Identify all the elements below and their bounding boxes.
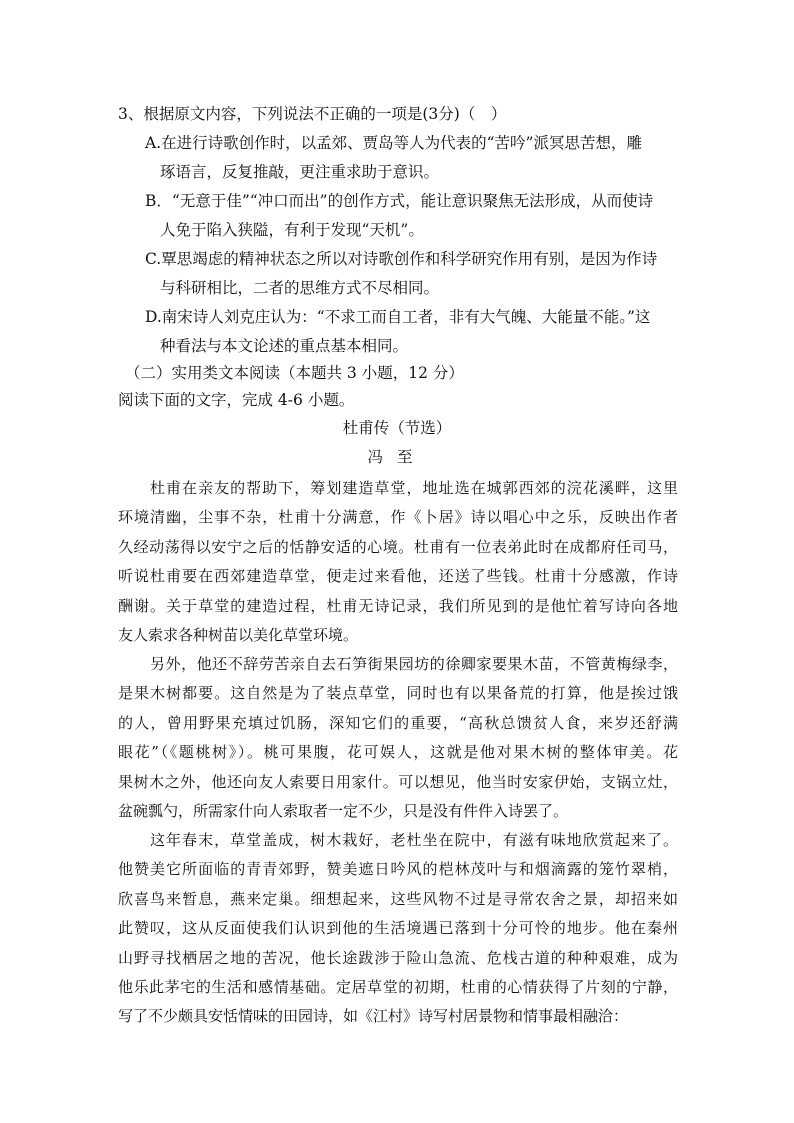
paragraph-line: 环境清幽，尘事不杂，杜甫十分满意，作《卜居》诗以唱心中之乐，反映出作者 bbox=[118, 508, 678, 527]
paragraph-line: 他乐此茅宅的生活和感情基础。定居草堂的初期，杜甫的心情获得了片刻的宁静， bbox=[118, 978, 678, 997]
paragraph-line: 山野寻找栖居之地的苦况，他长途跋涉于险山急流、危栈古道的种种艰难，成为 bbox=[118, 948, 678, 967]
option-a-line-1: A.在进行诗歌创作时，以孟郊、贾岛等人为代表的“苦吟”派冥思苦想，雕 bbox=[145, 134, 642, 152]
paragraph-2 bbox=[118, 650, 678, 826]
paragraph-line: 另外，他还不辞劳苦亲自去石笋街果园坊的徐卿家要果木苗，不管黄梅绿李， bbox=[150, 655, 678, 673]
option-c-line-1: C.覃思竭虑的精神状态之所以对诗歌创作和科学研究作用有别，是因为作诗 bbox=[145, 250, 658, 268]
option-b-line-1: B．“无意于佳”“冲口而出”的创作方式，能让意识聚焦无法形成，从而使诗 bbox=[145, 192, 654, 210]
section-heading: （二）实用类文本阅读（本题共 3 小题，12 分） bbox=[125, 364, 464, 382]
paragraph-line: 此赞叹，这从反面使我们认识到他的生活境遇已落到十分可怜的地步。他在秦州 bbox=[118, 919, 678, 938]
paragraph-line: 他赞美它所面临的青青郊野，赞美遮日吟风的桤林茂叶与和烟滴露的笼竹翠梢， bbox=[118, 860, 678, 879]
option-b-line-2: 人免于陷入狭隘，有利于发现“天机”。 bbox=[160, 221, 424, 239]
paragraph-line: 眼花”（《题桃树》）。桃可果腹，花可娱人，这就是他对果木树的整体审美。花 bbox=[118, 743, 678, 762]
paragraph-3 bbox=[118, 826, 678, 1032]
paragraph-line: 友人索求各种树苗以美化草堂环境。 bbox=[118, 626, 359, 645]
paragraph-line: 酬谢。关于草堂的建造过程，杜甫无诗记录，我们所见到的是他忙着写诗向各地 bbox=[118, 596, 678, 615]
paragraph-line: 是果木树都要。这自然是为了装点草堂，同时也有以果备荒的打算，他是挨过饿 bbox=[118, 684, 678, 703]
article-author: 冯至 bbox=[367, 448, 427, 466]
reading-instruction: 阅读下面的文字，完成 4-6 小题。 bbox=[118, 391, 355, 409]
paragraph-line: 果树木之外，他还向友人索要日用家什。可以想见，他当时安家伊始，支锅立灶， bbox=[118, 772, 678, 791]
paragraph-line: 听说杜甫要在西郊建造草堂，便走过来看他，还送了些钱。杜甫十分感激，作诗 bbox=[118, 567, 678, 586]
option-c-line-2: 与科研相比，二者的思维方式不尽相同。 bbox=[160, 279, 440, 297]
option-d-line-1: D.南宋诗人刘克庄认为：“不求工而自工者，非有大气魄、大能量不能。”这 bbox=[145, 308, 651, 326]
paragraph-line: 欣喜鸟来暂息，燕来定巢。细想起来，这些风物不过是寻常农舍之景，却招来如 bbox=[118, 889, 678, 908]
option-d-line-2: 种看法与本文论述的重点基本相同。 bbox=[160, 337, 409, 355]
paragraph-line: 久经动荡得以安宁之后的恬静安适的心境。杜甫有一位表弟此时在成都府任司马， bbox=[118, 537, 678, 556]
paragraph-line: 杜甫在亲友的帮助下，筹划建造草堂，地址选在城郭西郊的浣花溪畔，这里 bbox=[150, 479, 678, 497]
question-3-stem: 3、根据原文内容，下列说法不正确的一项是(3分)（ ） bbox=[118, 105, 507, 123]
article-title: 杜甫传（节选） bbox=[342, 419, 452, 437]
paragraph-line: 这年春末，草堂盖成，树木栽好，老杜坐在院中，有滋有味地欣赏起来了。 bbox=[150, 831, 678, 849]
paragraph-line: 盆碗瓢勺，所需家什向人索取者一定不少，只是没有件件入诗罢了。 bbox=[118, 802, 569, 821]
paragraph-1 bbox=[118, 474, 678, 650]
paragraph-line: 写了不少颇具安恬情味的田园诗，如《江村》诗写村居景物和情事最相融洽： bbox=[118, 1007, 629, 1026]
option-a-line-2: 琢语言，反复推敲，更注重求助于意识。 bbox=[160, 163, 440, 181]
paragraph-line: 的人，曾用野果充填过饥肠，深知它们的重要，“高秋总馈贫人食，来岁还舒满 bbox=[118, 713, 678, 732]
